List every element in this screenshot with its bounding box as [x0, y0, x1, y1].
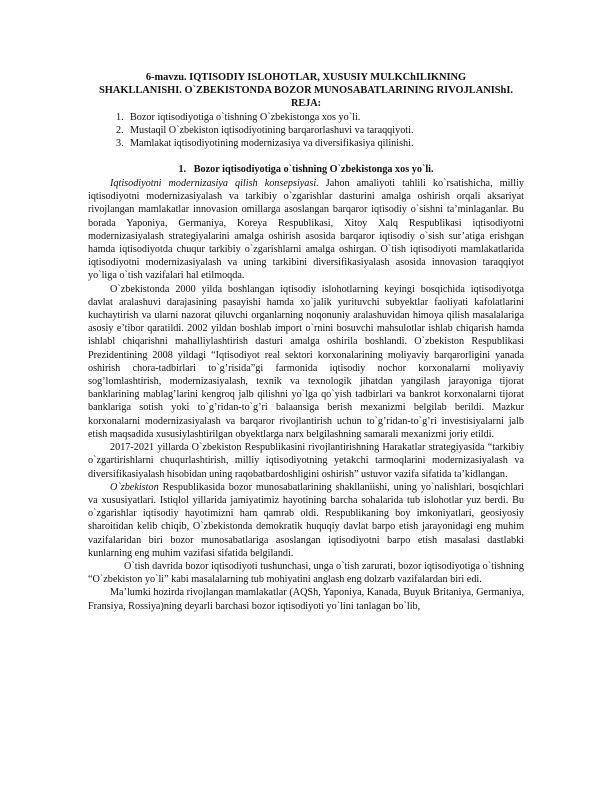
- paragraph: 2017-2021 yillarda O`zbekiston Respublikasini rivojlantirishning Harakatlar strategiyasida “tarkibiy o`zgartirishlarni chuqurlashtirish, milliy iqtisodiyotning yetakchi tarmoqlarini modernizasiyalash va diversifikasiyalash hisobidan uning raqobatbardoshligini oshirish” ustuvor vazifa sifatida ta’kidlangan.: [88, 442, 524, 480]
- paragraph-lead-italic: O`zbekiston: [110, 481, 159, 493]
- title-line-2: SHAKLLANISHI. O`ZBEKISTONDA BOZOR MUNOSABATLARINING RIVOJLANIShI.: [99, 85, 513, 97]
- title-line-1: 6-mavzu. IQTISODIY ISLOHOTLAR, XUSUSIY MULKChILIKNING: [145, 72, 467, 83]
- paragraph: O`tish davrida bozor iqtisodiyoti tushunchasi, unga o`tish zarurati, bozor iqtisodiyotiga o`tishning “O`zbekiston yo`li” kabi masalalarning tub mohiyatini anglash eng dolzarb vazifalardan biri edi.: [88, 560, 524, 586]
- paragraph: [88, 481, 524, 560]
- page-title: [88, 71, 524, 97]
- plan-item-text: Mustaqil O`zbekiston iqtisodiyotining barqarorlashuvi va taraqqiyoti.: [130, 125, 414, 137]
- paragraph-text: Jahon amaliyoti tahlili ko`rsatishicha, milliy iqtisodiyotni modernizasiyalash va tarkibiy o`zgarishlar dasturini amalga oshirish orqali aksariyat rivojlangan mamlakatlar innovasion omillarga asoslangan barqaror iqtisodiy o`sishni ta’minlaganlar. Bu borada Yaponiya, Germaniya, Koreya Respublikasi, Xitoy Xalq Respublikasi iqtisodiyotni modernizasiyalash strategiyalarini amalga oshirish asosida barqaror iqtisodiy o`sish sur’atiga erishgan hamda iqtisodiyotda chuqur tarkibiy o`zgarishlarni amalga oshirgan. O`tish iqtisodiyoti mamlakatlarida iqtisodiyotni modernizasiyalash va uning tarkibini diversifikasiyalash asosida innovasion taraqqiyot yo`liga o`tish vazifalari hal etilmoqda.: [88, 178, 525, 282]
- plan-item-number: 3.: [116, 138, 124, 150]
- paragraph-lead-italic: Iqtisodiyotni modernizasiya qilish konsepsiyasi.: [110, 178, 319, 190]
- plan-item-number: 1.: [116, 111, 124, 123]
- paragraph: O`zbekistonda 2000 yilda boshlangan iqtisodiy islohotlarning keyingi bosqichida iqtisodiyotga davlat aralashuvi darajasining pasayishi hamda xo`jalik yurituvchi subyektlar faoliyati kafolatlarini kuchaytirish va ularni nazorat qiluvchi organlarning noqonuniy aralashuvidan himoya qilish masalalariga asosiy e’tibor qaratildi. 2002 yildan boshlab import o`rnini bosuvchi mahsulotlar ishlab chiqarish hamda ishlabl chiqarishni mahalliylashtirish dasturi amalga oshirila boshlandi. O`zbekiston Respublikasi Prezidentining 2008 yildagi “Iqtisodiyot real sektori korxonalarining moliyaviy barqarorligini yanada oshirish chora-tadbirlari to`g’risida”gi farmonida iqtisodiy nochor korxonalarni moliyaviy sog’lomlashtirish, modernizasiyalash, texnik va texnologik jihatdan yangilash jarayoniga tijorat banklarining mablag’larini kengroq jalb qilishni yo`lga qo`yish tadbirlari va bankrot korxonalarni tijorat banklariga sotish yoki to`g’ridan-to`g’ri balaansiga berish mexanizmi belgilab berildi. Mazkur korxonalarni modernizasiyalash va barqaror rivojlantirish uchun to`g’ridan-to`g’ri investisiyalarni jalb etish maqsadida xususiylashtirilgan obyektlarga narx belgilashning samarali mexanizmi joriy etildi.: [88, 283, 524, 440]
- plan-item-text: Mamlakat iqtisodiyotining modernizasiya va diversifikasiya qilinishi.: [130, 138, 414, 150]
- paragraph-text: Respublikasida bozor munosabatlarining shakllaniishi, uning yo`nalishlari, bosqichlari va xususiyatlari. Istiqlol yillarida jamiyatimiz hayotining barcha sohalarida tub islohotlar yuz berdi. Bu o`zgarishlar iqtisodiy hayotimizni ham qamrab oldi. Respublikaning boy imkoniyatlari, geosiyosiy sharoitidan kelib chiqib, O`zbekistonda demokratik huquqiy davlat barpo etish jarayonidagi eng muhim vazifalaridan biri bozor munosabatlariga asoslangan iqtisodiyotni barpo etish masalasi dastlabki kunlarning eng muhim vazifasi sifatida belgilandi.: [88, 481, 524, 559]
- plan-list: [116, 111, 524, 151]
- plan-item: [116, 137, 524, 150]
- document-page: [88, 71, 524, 613]
- section-heading: 1. Bozor iqtisodiyotiga o`tishning O`zbekistonga xos yo`li.: [178, 163, 434, 175]
- plan-item: [116, 124, 524, 137]
- plan-heading: REJA:: [291, 98, 321, 110]
- plan-item-number: 2.: [116, 125, 124, 137]
- plan-item-text: Bozor iqtisodiyotiga o`tishning O`zbekistonga xos yo`li.: [130, 111, 361, 123]
- plan-item: [116, 111, 524, 124]
- paragraph: Ma’lumki hozirda rivojlangan mamlakatlar (AQSh, Yaponiya, Kanada, Buyuk Britaniya, Germaniya, Fransiya, Rossiya)ning deyarli barchasi bozor iqtisodiyoti yo`lini tanlagan bo`lib,: [88, 587, 524, 612]
- paragraph: [88, 177, 524, 283]
